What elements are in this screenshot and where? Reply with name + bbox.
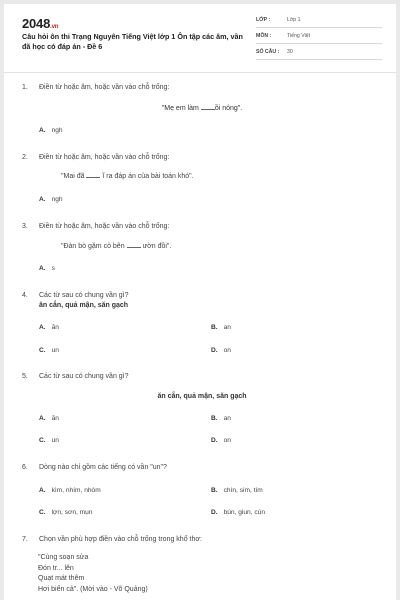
- option-c[interactable]: [39, 347, 59, 354]
- meta-count-value: 30: [287, 49, 293, 55]
- blank-line: [201, 104, 215, 110]
- question-1-quote: [22, 104, 382, 112]
- option-text: ngh: [51, 196, 63, 203]
- option-d[interactable]: [211, 437, 231, 444]
- option-letter: C.: [39, 509, 46, 516]
- option-text: chìn, sim, tím: [223, 487, 263, 494]
- poem-line: Đón tr... lên: [38, 564, 74, 572]
- option-letter: D.: [211, 437, 218, 444]
- question-number: 7.: [22, 536, 28, 543]
- option-text: un: [51, 347, 59, 354]
- site-logo[interactable]: [22, 16, 58, 31]
- question-text: Dòng nào chỉ gồm các tiếng có vần "un"?: [39, 464, 167, 471]
- option-letter: B.: [211, 324, 218, 331]
- document-title: Câu hỏi ôn thi Trạng Nguyên Tiếng Việt lớp 1 Ôn tập các âm, vần đã học có đáp án - Đề 6: [22, 32, 243, 51]
- quote-after: ồi nóng".: [214, 105, 243, 112]
- option-letter: B.: [211, 487, 218, 494]
- logo-text: 2048: [22, 16, 51, 31]
- document-header: [4, 4, 396, 70]
- option-letter: A.: [39, 415, 46, 422]
- option-text: kìm, nhím, nhóm: [51, 487, 101, 494]
- question-number: 5.: [22, 373, 28, 380]
- poem-line: Hơi biển cả". (Mời vào - Võ Quảng): [38, 585, 148, 593]
- meta-class-value: Lớp 1: [287, 17, 301, 23]
- meta-subject-row: [256, 30, 382, 44]
- option-text: an: [223, 324, 231, 331]
- option-text: on: [223, 347, 231, 354]
- option-text: an: [223, 415, 231, 422]
- question-text: Điền từ hoặc âm, hoặc vần vào chỗ trống:: [39, 223, 170, 230]
- option-a[interactable]: [39, 127, 63, 134]
- option-c[interactable]: [39, 437, 59, 444]
- question-text: Các từ sau có chung vần gì?: [39, 292, 129, 299]
- question-text: Các từ sau có chung vần gì?: [39, 373, 129, 380]
- meta-subject-value: Tiếng Việt: [287, 33, 311, 39]
- option-a[interactable]: [39, 487, 101, 494]
- option-letter: D.: [211, 347, 218, 354]
- question-2-quote: [61, 172, 361, 180]
- option-text: un: [51, 437, 59, 444]
- poem-line: Quạt mát thêm: [38, 575, 85, 582]
- quote-after: ĩ ra đáp án của bài toán khó".: [100, 173, 194, 180]
- option-b[interactable]: [211, 487, 263, 494]
- question-number: 6.: [22, 464, 28, 471]
- meta-count-key: SỐ CÂU :: [256, 49, 280, 55]
- question-text: Điền từ hoặc âm, hoặc vần vào chỗ trống:: [39, 84, 170, 91]
- option-c[interactable]: [39, 509, 93, 516]
- option-letter: D.: [211, 509, 218, 516]
- option-text: on: [223, 437, 231, 444]
- option-letter: A.: [39, 487, 46, 494]
- option-text: ăn: [51, 415, 59, 422]
- question-number: 2.: [22, 154, 28, 161]
- question-number: 1.: [22, 84, 28, 91]
- question-3-quote: [61, 242, 361, 250]
- poem-block: [38, 553, 148, 595]
- quote-before: "Mẹ em làm: [161, 105, 201, 112]
- option-text: ngh: [51, 127, 63, 134]
- option-letter: C.: [39, 437, 46, 444]
- quote-before: "Mai đã: [61, 173, 87, 180]
- logo-suffix: .vn: [50, 24, 59, 30]
- option-d[interactable]: [211, 347, 231, 354]
- blank-line: [86, 172, 100, 178]
- question-subtext: ăn cắn, quả mận, săn gạch: [39, 302, 129, 309]
- meta-class-row: [256, 14, 382, 28]
- meta-count-row: [256, 46, 382, 60]
- option-letter: B.: [211, 415, 218, 422]
- question-text: Điền từ hoặc âm, hoặc vần vào chỗ trống:: [39, 154, 170, 161]
- poem-line: "Cùng soạn sửa: [38, 554, 89, 561]
- blank-line: [127, 242, 141, 248]
- option-letter: A.: [39, 265, 46, 272]
- option-d[interactable]: [211, 509, 265, 516]
- option-text: s: [51, 265, 55, 272]
- option-text: bún, giun, cún: [223, 509, 266, 516]
- option-b[interactable]: [211, 324, 231, 331]
- meta-class-key: LỚP :: [256, 17, 271, 23]
- option-a[interactable]: [39, 324, 59, 331]
- option-text: lợn, sơn, mụn: [51, 509, 93, 516]
- option-a[interactable]: [39, 415, 59, 422]
- option-letter: C.: [39, 347, 46, 354]
- quote-after: ườn đồi".: [140, 243, 172, 250]
- option-text: ăn: [51, 324, 59, 331]
- option-letter: A.: [39, 127, 46, 134]
- document-page: [4, 4, 396, 600]
- question-number: 3.: [22, 223, 28, 230]
- quote-before: "Đàn bò gặm cỏ bên: [61, 243, 127, 250]
- option-letter: A.: [39, 196, 46, 203]
- meta-subject-key: MÔN :: [256, 33, 272, 39]
- question-5-subtext: ăn cắn, quả mận, săn gạch: [157, 393, 247, 400]
- question-number: 4.: [22, 292, 28, 299]
- option-a[interactable]: [39, 265, 55, 272]
- option-b[interactable]: [211, 415, 231, 422]
- option-letter: A.: [39, 324, 46, 331]
- option-a[interactable]: [39, 196, 63, 203]
- header-divider: [4, 72, 396, 73]
- question-text: Chọn vần phù hợp điền vào chỗ trống trong khổ thơ:: [39, 536, 202, 543]
